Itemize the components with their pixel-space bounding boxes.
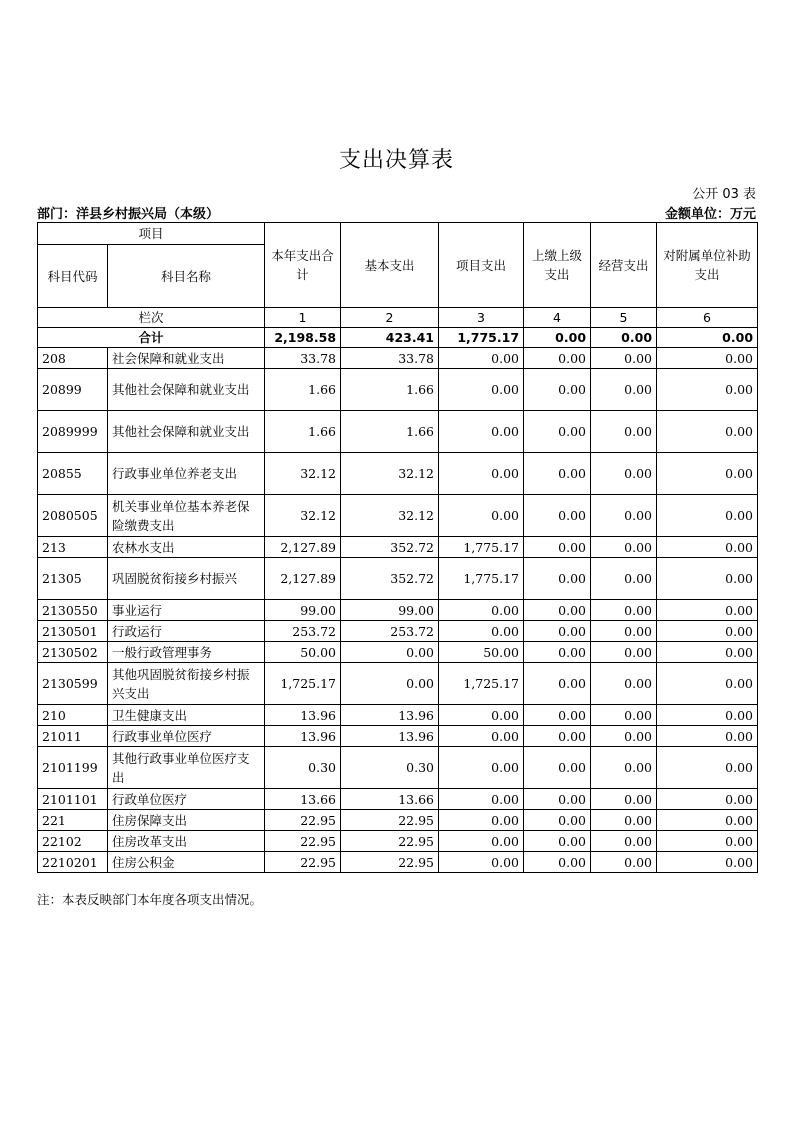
amount-cell: 0.00 bbox=[524, 369, 591, 411]
amount-cell: 22.95 bbox=[341, 852, 439, 873]
account-name: 行政事业单位医疗 bbox=[108, 726, 265, 747]
amount-cell: 0.00 bbox=[591, 600, 657, 621]
account-code: 2080505 bbox=[38, 495, 108, 537]
amount-cell: 0.00 bbox=[657, 705, 758, 726]
account-name: 行政单位医疗 bbox=[108, 789, 265, 810]
account-code: 2101199 bbox=[38, 747, 108, 789]
amount-cell: 0.00 bbox=[439, 810, 524, 831]
header-code: 科目代码 bbox=[38, 245, 108, 308]
account-name: 住房保障支出 bbox=[108, 810, 265, 831]
amount-cell: 0.00 bbox=[341, 663, 439, 705]
amount-cell: 0.00 bbox=[439, 747, 524, 789]
amount-cell: 0.00 bbox=[524, 705, 591, 726]
account-name: 机关事业单位基本养老保险缴费支出 bbox=[108, 495, 265, 537]
table-row bbox=[38, 348, 758, 369]
amount-cell: 0.00 bbox=[524, 537, 591, 558]
account-code: 21305 bbox=[38, 558, 108, 600]
amount-cell: 0.00 bbox=[657, 831, 758, 852]
amount-cell: 1,725.17 bbox=[439, 663, 524, 705]
account-code: 2089999 bbox=[38, 411, 108, 453]
amount-cell: 0.00 bbox=[657, 558, 758, 600]
amount-cell: 0.00 bbox=[439, 726, 524, 747]
table-row bbox=[38, 369, 758, 411]
amount-cell: 0.00 bbox=[657, 453, 758, 495]
department-label: 部门：洋县乡村振兴局（本级） bbox=[37, 207, 220, 222]
account-code: 2130501 bbox=[38, 621, 108, 642]
amount-cell: 13.96 bbox=[341, 705, 439, 726]
total-cell: 0.00 bbox=[657, 328, 758, 348]
header-col-project: 项目支出 bbox=[439, 223, 524, 308]
amount-unit-label: 金额单位：万元 bbox=[664, 207, 756, 222]
account-code: 2130550 bbox=[38, 600, 108, 621]
col-no: 3 bbox=[439, 308, 524, 328]
table-row bbox=[38, 621, 758, 642]
amount-cell: 0.00 bbox=[524, 495, 591, 537]
total-cell: 423.41 bbox=[341, 328, 439, 348]
account-name: 事业运行 bbox=[108, 600, 265, 621]
amount-cell: 99.00 bbox=[341, 600, 439, 621]
amount-cell: 1,725.17 bbox=[265, 663, 341, 705]
amount-cell: 0.00 bbox=[591, 621, 657, 642]
amount-cell: 0.00 bbox=[657, 642, 758, 663]
total-cell: 0.00 bbox=[591, 328, 657, 348]
amount-cell: 32.12 bbox=[341, 495, 439, 537]
amount-cell: 13.96 bbox=[265, 726, 341, 747]
amount-cell: 0.00 bbox=[439, 453, 524, 495]
account-code: 208 bbox=[38, 348, 108, 369]
amount-cell: 0.00 bbox=[439, 621, 524, 642]
col-no: 6 bbox=[657, 308, 758, 328]
amount-cell: 0.00 bbox=[524, 453, 591, 495]
amount-cell: 0.00 bbox=[524, 810, 591, 831]
amount-cell: 0.00 bbox=[657, 852, 758, 873]
account-code: 2101101 bbox=[38, 789, 108, 810]
amount-cell: 0.00 bbox=[524, 747, 591, 789]
account-name: 其他社会保障和就业支出 bbox=[108, 369, 265, 411]
amount-cell: 33.78 bbox=[265, 348, 341, 369]
amount-cell: 0.00 bbox=[657, 621, 758, 642]
account-code: 22102 bbox=[38, 831, 108, 852]
table-row bbox=[38, 831, 758, 852]
account-name: 住房公积金 bbox=[108, 852, 265, 873]
expenditure-table bbox=[37, 222, 758, 873]
amount-cell: 0.00 bbox=[657, 747, 758, 789]
header-col-subsidy: 对附属单位补助支出 bbox=[657, 223, 758, 308]
amount-cell: 22.95 bbox=[341, 831, 439, 852]
col-no: 1 bbox=[265, 308, 341, 328]
col-no: 5 bbox=[591, 308, 657, 328]
total-cell: 2,198.58 bbox=[265, 328, 341, 348]
amount-cell: 0.00 bbox=[439, 705, 524, 726]
amount-cell: 0.00 bbox=[439, 348, 524, 369]
amount-cell: 0.00 bbox=[657, 537, 758, 558]
amount-cell: 22.95 bbox=[265, 831, 341, 852]
amount-cell: 0.00 bbox=[657, 411, 758, 453]
amount-cell: 0.30 bbox=[341, 747, 439, 789]
amount-cell: 0.00 bbox=[591, 663, 657, 705]
amount-cell: 0.00 bbox=[657, 663, 758, 705]
amount-cell: 0.00 bbox=[524, 411, 591, 453]
amount-cell: 0.00 bbox=[657, 495, 758, 537]
amount-cell: 1,775.17 bbox=[439, 537, 524, 558]
amount-cell: 253.72 bbox=[265, 621, 341, 642]
amount-cell: 99.00 bbox=[265, 600, 341, 621]
amount-cell: 0.00 bbox=[657, 369, 758, 411]
amount-cell: 1.66 bbox=[265, 411, 341, 453]
account-name: 其他巩固脱贫衔接乡村振兴支出 bbox=[108, 663, 265, 705]
amount-cell: 0.00 bbox=[657, 810, 758, 831]
header-col-basic: 基本支出 bbox=[341, 223, 439, 308]
table-row bbox=[38, 600, 758, 621]
amount-cell: 0.00 bbox=[524, 558, 591, 600]
amount-cell: 0.00 bbox=[591, 810, 657, 831]
amount-cell: 0.00 bbox=[439, 789, 524, 810]
amount-cell: 13.96 bbox=[341, 726, 439, 747]
amount-cell: 13.66 bbox=[341, 789, 439, 810]
header-col-remit: 上缴上级支出 bbox=[524, 223, 591, 308]
amount-cell: 0.00 bbox=[591, 642, 657, 663]
amount-cell: 253.72 bbox=[341, 621, 439, 642]
total-cell: 0.00 bbox=[524, 328, 591, 348]
account-name: 住房改革支出 bbox=[108, 831, 265, 852]
table-row bbox=[38, 810, 758, 831]
amount-cell: 0.00 bbox=[657, 726, 758, 747]
account-name: 其他社会保障和就业支出 bbox=[108, 411, 265, 453]
table-header bbox=[38, 223, 758, 348]
amount-cell: 0.00 bbox=[524, 348, 591, 369]
amount-cell: 33.78 bbox=[341, 348, 439, 369]
amount-cell: 0.00 bbox=[524, 726, 591, 747]
table-number: 公开 03 表 bbox=[692, 187, 756, 202]
amount-cell: 0.00 bbox=[591, 453, 657, 495]
amount-cell: 352.72 bbox=[341, 558, 439, 600]
table-row bbox=[38, 558, 758, 600]
amount-cell: 0.00 bbox=[591, 852, 657, 873]
amount-cell: 22.95 bbox=[341, 810, 439, 831]
amount-cell: 0.00 bbox=[591, 726, 657, 747]
account-code: 2210201 bbox=[38, 852, 108, 873]
amount-cell: 32.12 bbox=[265, 495, 341, 537]
account-code: 213 bbox=[38, 537, 108, 558]
table-row bbox=[38, 411, 758, 453]
amount-cell: 0.00 bbox=[439, 600, 524, 621]
amount-cell: 1.66 bbox=[341, 369, 439, 411]
header-col-business: 经营支出 bbox=[591, 223, 657, 308]
table-row bbox=[38, 495, 758, 537]
amount-cell: 0.00 bbox=[591, 348, 657, 369]
table-row bbox=[38, 852, 758, 873]
amount-cell: 50.00 bbox=[265, 642, 341, 663]
amount-cell: 0.00 bbox=[524, 663, 591, 705]
amount-cell: 0.00 bbox=[439, 495, 524, 537]
amount-cell: 0.00 bbox=[341, 642, 439, 663]
amount-cell: 0.00 bbox=[524, 621, 591, 642]
amount-cell: 0.00 bbox=[439, 831, 524, 852]
header-col-total: 本年支出合计 bbox=[265, 223, 341, 308]
amount-cell: 0.00 bbox=[524, 789, 591, 810]
amount-cell: 0.00 bbox=[591, 789, 657, 810]
amount-cell: 1.66 bbox=[341, 411, 439, 453]
amount-cell: 0.00 bbox=[657, 348, 758, 369]
table-row bbox=[38, 453, 758, 495]
account-name: 其他行政事业单位医疗支出 bbox=[108, 747, 265, 789]
total-label: 合计 bbox=[38, 328, 265, 348]
account-code: 221 bbox=[38, 810, 108, 831]
account-code: 2130599 bbox=[38, 663, 108, 705]
amount-cell: 2,127.89 bbox=[265, 558, 341, 600]
amount-cell: 352.72 bbox=[341, 537, 439, 558]
header-project: 项目 bbox=[38, 223, 265, 245]
amount-cell: 32.12 bbox=[341, 453, 439, 495]
amount-cell: 0.00 bbox=[439, 852, 524, 873]
account-name: 行政运行 bbox=[108, 621, 265, 642]
amount-cell: 0.00 bbox=[591, 747, 657, 789]
amount-cell: 0.00 bbox=[591, 558, 657, 600]
table-row bbox=[38, 663, 758, 705]
amount-cell: 0.00 bbox=[524, 642, 591, 663]
amount-cell: 0.00 bbox=[591, 705, 657, 726]
amount-cell: 22.95 bbox=[265, 810, 341, 831]
amount-cell: 0.00 bbox=[591, 831, 657, 852]
amount-cell: 13.96 bbox=[265, 705, 341, 726]
account-name: 行政事业单位养老支出 bbox=[108, 453, 265, 495]
account-code: 20855 bbox=[38, 453, 108, 495]
amount-cell: 0.00 bbox=[439, 369, 524, 411]
account-name: 农林水支出 bbox=[108, 537, 265, 558]
table-row bbox=[38, 789, 758, 810]
col-no: 2 bbox=[341, 308, 439, 328]
amount-cell: 0.00 bbox=[657, 600, 758, 621]
amount-cell: 0.00 bbox=[524, 831, 591, 852]
amount-cell: 50.00 bbox=[439, 642, 524, 663]
page-title: 支出决算表 bbox=[338, 148, 454, 173]
account-name: 社会保障和就业支出 bbox=[108, 348, 265, 369]
amount-cell: 13.66 bbox=[265, 789, 341, 810]
amount-cell: 0.00 bbox=[591, 537, 657, 558]
total-cell: 1,775.17 bbox=[439, 328, 524, 348]
account-name: 一般行政管理事务 bbox=[108, 642, 265, 663]
amount-cell: 22.95 bbox=[265, 852, 341, 873]
amount-cell: 0.00 bbox=[657, 789, 758, 810]
account-name: 卫生健康支出 bbox=[108, 705, 265, 726]
header-name: 科目名称 bbox=[108, 245, 265, 308]
amount-cell: 0.30 bbox=[265, 747, 341, 789]
account-code: 21011 bbox=[38, 726, 108, 747]
table-row bbox=[38, 747, 758, 789]
account-code: 20899 bbox=[38, 369, 108, 411]
table-row bbox=[38, 726, 758, 747]
col-no: 4 bbox=[524, 308, 591, 328]
amount-cell: 32.12 bbox=[265, 453, 341, 495]
account-code: 2130502 bbox=[38, 642, 108, 663]
amount-cell: 0.00 bbox=[439, 411, 524, 453]
amount-cell: 0.00 bbox=[591, 411, 657, 453]
account-name: 巩固脱贫衔接乡村振兴 bbox=[108, 558, 265, 600]
amount-cell: 1,775.17 bbox=[439, 558, 524, 600]
amount-cell: 0.00 bbox=[524, 600, 591, 621]
table-row bbox=[38, 537, 758, 558]
table-body bbox=[38, 348, 758, 873]
account-code: 210 bbox=[38, 705, 108, 726]
table-row bbox=[38, 642, 758, 663]
footnote: 注：本表反映部门本年度各项支出情况。 bbox=[37, 892, 263, 907]
amount-cell: 2,127.89 bbox=[265, 537, 341, 558]
table-row bbox=[38, 705, 758, 726]
col-no-label: 栏次 bbox=[38, 308, 265, 328]
amount-cell: 1.66 bbox=[265, 369, 341, 411]
amount-cell: 0.00 bbox=[591, 369, 657, 411]
amount-cell: 0.00 bbox=[524, 852, 591, 873]
amount-cell: 0.00 bbox=[591, 495, 657, 537]
